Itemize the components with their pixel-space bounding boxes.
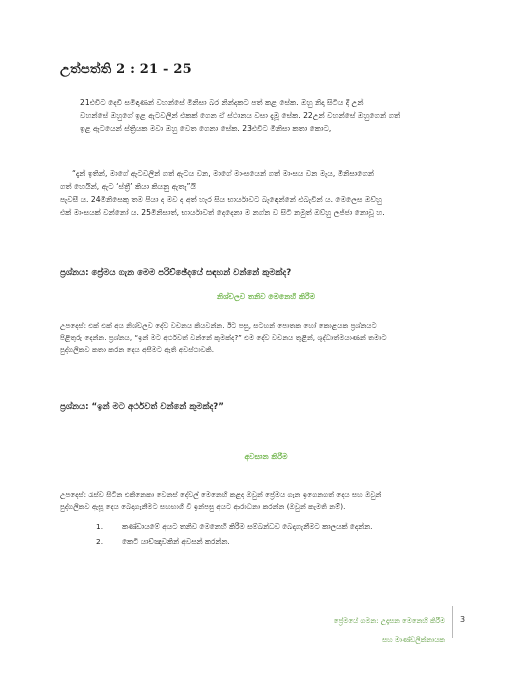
advice-line: පිළිතුරු දෙන්න. ප්‍රශ්නය, “ඉන් මට අර්ථවත් වන්නේ කුමක්ද?” එම දේව වචනය තුළින්, ශුද්ධාත්මයාණන් තමාට — [60, 333, 387, 342]
scripture-line: එක් මාංසයක් වන්නෝ ය. 25මිනිසාත්, භාර්යාවත් දෙදෙනා ම නග්න ව සිටි නමුත් ඔව්හු ලජ්ජා නොවූ හ. — [60, 208, 385, 217]
scripture-reference-heading: උත්පත්ති 2 : 21 - 25 — [60, 62, 192, 77]
advice-paragraph-1 — [60, 320, 472, 356]
scripture-line: පැවසී ය. 24මිනිසෙකු තම පියා ද මව ද අත් හැර සිය භාර්යාවට බැඳෙන්නේ එබැවින් ය. මෙලෙස ඔව්හු — [60, 195, 382, 204]
scripture-line: ගත් හෙයින්, ඇට ‘ස්ත්‍රී’ කියා කියනු ඇතැ”යි — [60, 182, 196, 191]
section-heading-closing: අවසාන කිරීම — [244, 452, 288, 461]
advice-line: උපදෙස්: රැස්ව සිටින එකිනෙකා වෙනස් දේවල් මෙනෙහි කළද ඔවුන් ප්‍රේමය ගැන ඉගෙනගත් දෙය සහ ඔවුන් — [60, 490, 382, 499]
scripture-line: වහන්සේ ඔහුගේ ඉළ ඇටවලින් එකක් ගෙන ඒ ස්ථානය වසා දැමූ සේක. 22උන් වහන්සේ ඔහුගෙන් ගත් — [80, 111, 401, 120]
footer-subtitle: සහ මාණ්ඩලික්නායක — [382, 636, 445, 644]
advice-line: පුද්ගලිකව ඇසූ දෙය බෙදාගැනීමට සහභාගී වී ඉන්පසු අයට ආරාධනා කරන්න (ඔවුන් කැමති නම්). — [60, 502, 346, 511]
closing-steps-list — [96, 519, 372, 549]
scripture-paragraph-2 — [60, 167, 480, 219]
list-number: 1. — [96, 522, 104, 531]
advice-line: පුද්ගලිකව කතා කරන දෙය අසීමට ඇති අවස්ථාවකි. — [60, 345, 214, 354]
list-item — [96, 534, 372, 549]
footer-title: ප්‍රේමයේ ගමන: උදෑසන මෙනෙහි කිරීම — [333, 617, 445, 625]
list-item — [96, 519, 372, 534]
scripture-paragraph-1 — [60, 96, 480, 135]
question-2: ප්‍රශ්නය: “ඉන් මට අර්ථවත් වන්නේ කුමක්ද?” — [60, 402, 224, 412]
advice-paragraph-2 — [60, 489, 472, 513]
list-number: 2. — [96, 537, 104, 546]
section-heading-silent-meditation: නිශ්චලව තනිව මෙනෙහි කිරීම — [216, 292, 316, 301]
scripture-line: ඉළ ඇටයෙන් ස්ත්‍රියක මවා ඔහු වෙත ගෙනා සේක. 23එවිට මිනිසා කතා කොට, — [80, 124, 332, 133]
question-1: ප්‍රශ්නය: ප්‍රේමය ගැන මෙම පරිච්ඡේදයේ සඳහන් වන්නේ කුමක්ද? — [60, 268, 292, 278]
advice-line: උපදෙස්: එක් එක් අය නිශ්චලව දේව වචනය කියවන්න. ඊට පසු, සටහන් පොතක හෝ කොළයක ප්‍රශ්නයට — [60, 321, 377, 330]
list-text: කෙටි යාච්ඤාවකින් අවසන් කරන්න. — [122, 537, 230, 546]
page-number: 3 — [460, 615, 466, 624]
scripture-line: “දැන් ඉතින්, මාගේ ඇටවලින් ගත් ඇටය වන, මාගේ මාංසයෙන් ගත් මාංසය වන මැය, මිනිසාගෙන් — [72, 169, 375, 178]
scripture-line: 21එවිට දෙවි සමිඳාණන් වහන්සේ මිනිසා බර නින්දකට පත් කළ සේක. ඔහු නිදා සිටිය දී උන් — [80, 98, 364, 107]
footer-divider — [452, 606, 453, 638]
list-text: කණ්ඩායමේ අයට තනිව මෙනෙහි කිරීම සම්බන්ධව බෙදාගැනීමට කාලයක් දෙන්න. — [122, 522, 373, 531]
